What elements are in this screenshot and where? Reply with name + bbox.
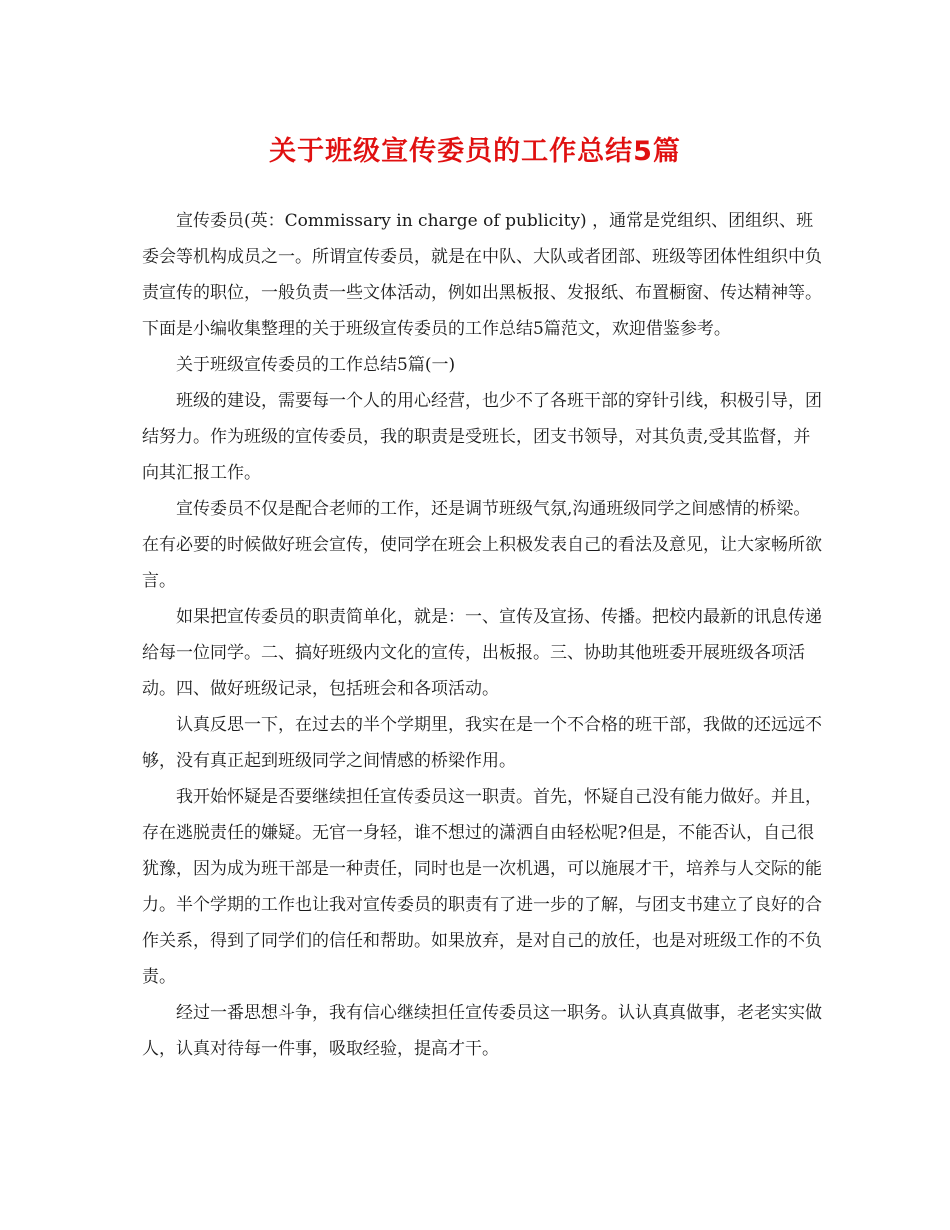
paragraph-intro: 宣传委员(英：Commissary in charge of publicity) ，通常是党组织、团组织、班委会等机构成员之一。所谓宣传委员，就是在中队、大队或者团部、班级等团体性组织中负责宣传的职位，一般负责一些文体活动，例如出黑板报、发报纸、布置橱窗、传达精神等。下面是小编收集整理的关于班级宣传委员的工作总结5篇范文，欢迎借鉴参考。	[142, 211, 822, 339]
paragraph: 经过一番思想斗争，我有信心继续担任宣传委员这一职务。认认真真做事，老老实实做人，认真对待每一件事，吸取经验，提高才干。	[142, 1003, 822, 1059]
paragraph: 我开始怀疑是否要继续担任宣传委员这一职责。首先，怀疑自己没有能力做好。并且，存在逃脱责任的嫌疑。无官一身轻，谁不想过的潇洒自由轻松呢?但是，不能否认，自己很犹豫，因为成为班干部是一种责任，同时也是一次机遇，可以施展才干，培养与人交际的能力。半个学期的工作也让我对宣传委员的职责有了进一步的了解，与团支书建立了良好的合作关系，得到了同学们的信任和帮助。如果放弃，是对自己的放任，也是对班级工作的不负责。	[142, 787, 822, 987]
section-heading: 关于班级宣传委员的工作总结5篇(一)	[176, 355, 456, 375]
paragraph: 认真反思一下，在过去的半个学期里，我实在是一个不合格的班干部，我做的还远远不够，没有真正起到班级同学之间情感的桥梁作用。	[142, 715, 822, 771]
document-title: 关于班级宣传委员的工作总结5篇	[269, 136, 681, 167]
paragraph: 班级的建设，需要每一个人的用心经营，也少不了各班干部的穿针引线，积极引导，团结努力。作为班级的宣传委员，我的职责是受班长，团支书领导，对其负责,受其监督，并向其汇报工作。	[142, 391, 822, 483]
document-body	[142, 203, 822, 1067]
paragraph: 宣传委员不仅是配合老师的工作，还是调节班级气氛,沟通班级同学之间感情的桥梁。在有必要的时候做好班会宣传，使同学在班会上积极发表自己的看法及意见，让大家畅所欲言。	[142, 499, 822, 591]
paragraph: 如果把宣传委员的职责简单化，就是：一、宣传及宣扬、传播。把校内最新的讯息传递给每一位同学。二、搞好班级内文化的宣传，出板报。三、协助其他班委开展班级各项活动。四、做好班级记录，包括班会和各项活动。	[142, 607, 822, 699]
